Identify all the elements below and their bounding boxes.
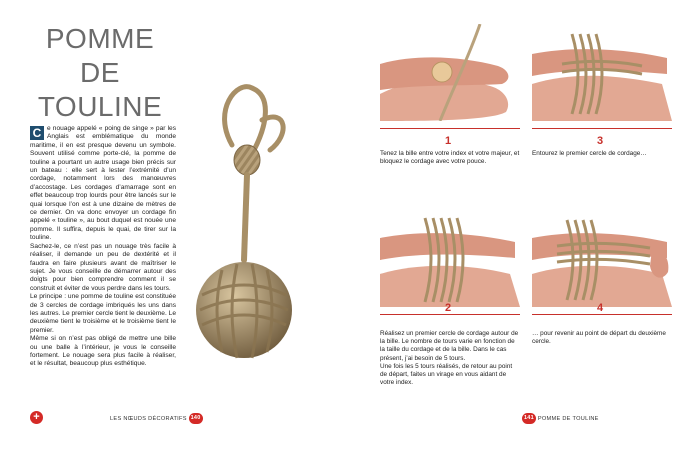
plus-icon: + [30,411,43,424]
step-3-caption: Entourez le premier cercle de cordage… [532,150,647,157]
title-line-1: POMME [45,23,155,54]
paragraph-1-text: e nouage appelé « poing de singe » par les Anglais est emblématique du monde maritime, il en est presque devenu un symbole. Souvent utilisé comme porte-clé, la pomme de touline a pourtant un autre usage bien précis sur un bateau : elle sert à lester l’extrémité d’un cordage, notamment lors des manœuvres d’accostage. Les cordages d’amarrage sont en effet beaucoup trop lourds pour être lancés sur le quai lorsque l’on est à une dizaine de mètres de ce dernier. On va donc envoyer un cordage fin appelé « touline », au bout duquel est nouée une pomme. Il suffira, depuis le quai, de tirer sur la touline. [30,125,176,242]
step-2-photo [380,210,520,307]
step-4-photo [532,210,672,307]
intro-paragraph-2: Sachez-le, ce n’est pas un nouage très facile à réaliser, il demande un peu de dextérité et il faudra en faire plusieurs avant de maîtriser le sujet. Je vous conseille de démarrer autour des doigts pour bien comprendre comment il se construit et éviter de vous perdre dans les tours. [30,242,176,292]
folio-left [110,413,203,424]
step-2-number: 2 [445,302,452,314]
step-3-rule [532,128,672,129]
step-1-number: 1 [445,135,452,147]
intro-paragraph-3: Le principe : une pomme de touline est constituée de 3 cercles de cordage imbriqués les uns dans les autres. Le premier cercle tient le deuxième. Le deuxième tient le troisième et le troisième tient le premier. [30,293,176,334]
step-3-number: 3 [597,135,604,147]
intro-paragraph-1 [30,125,176,243]
step-3-photo [532,24,672,121]
step-1-rule [380,128,520,129]
folio-right [522,413,599,424]
folio-left-label: LES NŒUDS DÉCORATIFS [110,415,187,422]
step-1-caption: Tenez la bille entre votre index et votre majeur, et bloquez le cordage avec votre pouce. [380,150,520,166]
title-line-2: DE [80,57,120,88]
step-2-rule [380,314,520,315]
title-line-3: TOULINE [37,91,163,122]
folio-right-label: POMME DE TOULINE [537,415,599,422]
page-title [30,22,170,124]
intro-paragraph-4: Même si on n’est pas obligé de mettre une bille ou une balle à l’intérieur, je vous le conseille fortement. Le nouage sera plus facile à réaliser, et le résultat, beaucoup plus esthétique. [30,335,176,368]
drop-cap: C [30,126,44,140]
step-2-caption: Réalisez un premier cercle de cordage autour de la bille. Le nombre de tours varie en fonction de la taille du cordage et de la bille. Dans le cas présent, j’ai besoin de 5 tours. Une fois les 5 tours réalisés, de retour au point de départ, faites un virage en vous aidant de votre index. [380,330,519,387]
right-page [350,0,700,450]
monkey-fist-knot-photo [192,80,302,380]
page-number-right: 141 [522,413,536,424]
intro-text [30,125,176,369]
step-4-rule [532,314,672,315]
step-4-caption: … pour revenir au point de départ du deuxième cercle. [532,330,666,346]
step-4-number: 4 [597,302,604,314]
step-1-photo [380,24,520,121]
page-number-left: 140 [189,413,203,424]
